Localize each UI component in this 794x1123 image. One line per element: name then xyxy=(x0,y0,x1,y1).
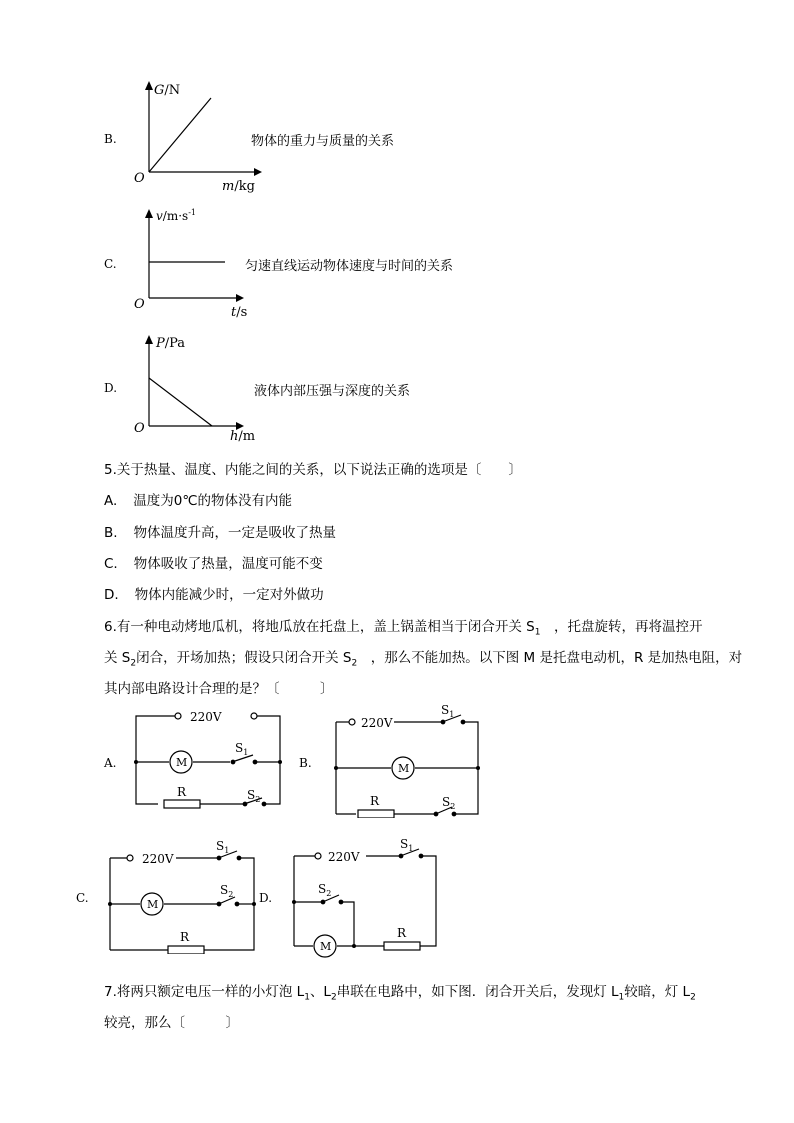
y-axis-arrow xyxy=(145,81,153,90)
q6-line-1: 6.有一种电动烤地瓜机，将地瓜放在托盘上，盖上锅盖相当于闭合开关 $S_1$ ，托盘旋转，再将温控开 xyxy=(104,619,703,638)
graph-pressure-depth xyxy=(128,330,268,446)
q5-option-c xyxy=(104,552,323,572)
svg-text:R: R xyxy=(397,926,407,940)
terminal xyxy=(315,853,321,859)
x-unit: /kg xyxy=(234,179,255,194)
q7-line-2: 较亮，那么〔 〕 xyxy=(104,1015,239,1031)
graph-caption: 液体内部压强与深度的关系 xyxy=(254,384,411,399)
svg-text:M: M xyxy=(176,756,188,769)
circuit-b-letter: B. xyxy=(299,756,312,770)
circuit-d-letter: D. xyxy=(259,891,273,905)
q6-line-3: 其内部电路设计合理的是？〔 〕 xyxy=(104,681,334,697)
resistor-r xyxy=(358,810,394,818)
svg-text:220V: 220V xyxy=(142,852,174,866)
svg-text:S1: $S_1$ xyxy=(235,741,249,757)
svg-text:M: M xyxy=(147,898,159,911)
svg-text:R: R xyxy=(370,794,380,808)
terminal xyxy=(349,719,355,725)
q5-stem: 5.关于热量、温度、内能之间的关系，以下说法正确的选项是〔 〕 xyxy=(104,462,522,478)
graph-caption: 匀速直线运动物体速度与时间的关系 xyxy=(245,259,454,274)
svg-text:v/m·s-1 xyxy=(156,208,196,223)
q6-line-2: 关 $S_2$闭合，开场加热；假设只闭合开关 $S_2$ ，那么不能加热。以下图 M 是托盘电动机，R 是加热电阻，对 xyxy=(104,650,743,669)
svg-text:G/N xyxy=(154,83,180,98)
y-axis-arrow xyxy=(145,209,153,218)
svg-text:220V: 220V xyxy=(190,710,222,724)
circuit-c xyxy=(102,836,262,954)
svg-text:t/s xyxy=(231,305,247,320)
svg-text:S2: $S_2$ xyxy=(247,788,261,804)
q7-line-1: 7.将两只额定电压一样的小灯泡 $L_1$、$L_2$串联在电路中，如下图．闭合开关后，发现灯 $L_1$较暗，灯 $L_2$ xyxy=(104,984,696,1003)
svg-text:R: R xyxy=(180,930,190,944)
resistor-r xyxy=(384,942,420,950)
svg-text:S2: $S_2$ xyxy=(318,882,332,898)
resistor-r xyxy=(164,800,200,808)
x-var: m xyxy=(222,179,235,194)
svg-text:S2: $S_2$ xyxy=(442,795,456,811)
circuit-a xyxy=(128,704,288,810)
option-letter-c: C. xyxy=(104,257,117,271)
graph-weight-mass xyxy=(128,78,268,198)
x-unit: /s xyxy=(236,305,248,320)
q5-option-d xyxy=(104,583,324,603)
svg-text:S1: $S_1$ xyxy=(216,839,230,855)
origin-label: O xyxy=(134,171,145,186)
resistor-r xyxy=(168,946,204,954)
proportional-line xyxy=(149,98,211,172)
y-unit: /m·s xyxy=(162,209,189,223)
terminal xyxy=(127,855,133,861)
option-letter: B. xyxy=(104,525,118,541)
svg-text:h/m xyxy=(230,429,255,444)
svg-text:220V: 220V xyxy=(328,850,360,864)
terminal xyxy=(175,713,181,719)
y-var: P xyxy=(156,336,165,351)
svg-text:S2: $S_2$ xyxy=(220,883,234,899)
option-text: 物体吸收了热量，温度可能不变 xyxy=(133,556,323,572)
circuit-b xyxy=(328,700,488,818)
svg-text:P/Pa xyxy=(155,336,185,351)
option-letter: C. xyxy=(104,556,118,572)
svg-text:M: M xyxy=(320,940,332,953)
q5-option-a xyxy=(104,489,292,509)
circuit-a-letter: A. xyxy=(104,756,117,770)
decreasing-line xyxy=(149,378,212,426)
svg-text:S1: $S_1$ xyxy=(400,837,414,853)
option-text: 物体温度升高，一定是吸收了热量 xyxy=(133,525,337,541)
svg-text:m/kg xyxy=(222,179,255,194)
y-unit: /Pa xyxy=(164,336,186,351)
y-unit: /N xyxy=(164,83,181,98)
svg-text:R: R xyxy=(177,785,187,799)
circuit-d xyxy=(286,834,446,960)
y-var: v xyxy=(156,209,163,223)
x-axis-arrow xyxy=(236,294,244,302)
terminal xyxy=(251,713,257,719)
y-axis-arrow xyxy=(145,335,153,344)
y-var: G xyxy=(154,83,165,98)
origin-label: O xyxy=(134,297,145,312)
option-text: 温度为0℃的物体没有内能 xyxy=(133,493,293,509)
y-unit-sup: -1 xyxy=(188,208,196,217)
option-letter: D. xyxy=(104,587,119,603)
x-unit: /m xyxy=(238,429,256,444)
option-text: 物体内能减少时，一定对外做功 xyxy=(134,587,324,603)
svg-text:220V: 220V xyxy=(361,716,393,730)
origin-label: O xyxy=(134,421,145,436)
svg-text:S1: $S_1$ xyxy=(441,703,455,719)
svg-text:M: M xyxy=(398,762,410,775)
option-letter-b: B. xyxy=(104,132,117,146)
x-var: h xyxy=(230,429,239,444)
option-letter: A. xyxy=(104,493,118,509)
option-letter-d: D. xyxy=(104,381,118,395)
graph-caption: 物体的重力与质量的关系 xyxy=(251,134,395,149)
x-var: t xyxy=(231,305,237,320)
circuit-c-letter: C. xyxy=(76,891,89,905)
x-axis-arrow xyxy=(254,168,262,176)
q5-option-b xyxy=(104,521,336,541)
